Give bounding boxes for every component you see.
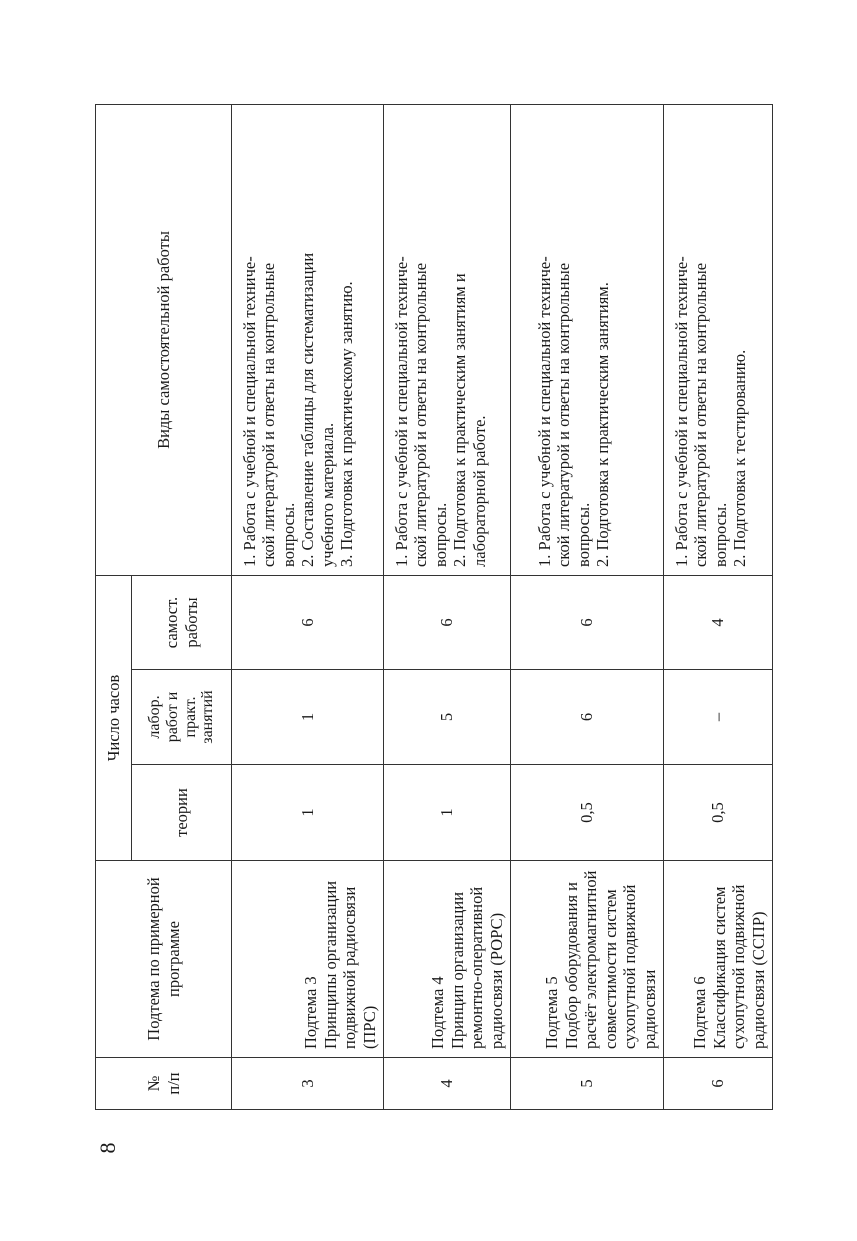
table-row <box>232 104 384 1109</box>
row-theory-hours: 0,5 <box>511 765 664 861</box>
row-theory-hours: 0,5 <box>664 765 773 861</box>
row-self-hours: 6 <box>232 575 384 669</box>
rotated-table-wrapper <box>95 105 772 1110</box>
row-lab-hours: 5 <box>384 670 511 765</box>
row-lab-hours: 6 <box>511 670 664 765</box>
header-self: самост. работы <box>132 575 232 669</box>
header-work: Виды самостоятельной работы <box>96 104 232 575</box>
table-row <box>384 104 511 1109</box>
row-lab-hours: – <box>664 670 773 765</box>
row-topic: Подтема 3 Принципы организации подвижной радиосвязи (ПРС) <box>232 861 384 1058</box>
row-self-hours: 4 <box>664 575 773 669</box>
row-theory-hours: 1 <box>384 765 511 861</box>
row-self-hours: 6 <box>384 575 511 669</box>
row-num: 3 <box>232 1058 384 1110</box>
header-topic: Подтема по примерной программе <box>96 861 232 1058</box>
row-num: 6 <box>664 1058 773 1110</box>
header-lab: лабор. работ и практ. занятий <box>132 670 232 765</box>
row-work: 1. Работа с учебной и специальной техниче- ской литературой и ответы на контрольные вопросы. 2. Составление таблицы для систематизации учебного материала. 3. Подготовка к практическому занятию. <box>232 104 384 575</box>
row-topic: Подтема 5 Подбор оборудования и расчёт электромагнитной совместимости систем сухопутной подвижной радиосвязи <box>511 861 664 1058</box>
row-work: 1. Работа с учебной и специальной техниче- ской литературой и ответы на контрольные вопросы. 2. Подготовка к тестированию. <box>664 104 773 575</box>
table-row <box>664 104 773 1109</box>
row-theory-hours: 1 <box>232 765 384 861</box>
row-topic: Подтема 4 Принцип организации ремонтно-оперативной радиосвязи (РОРС) <box>384 861 511 1058</box>
study-plan-table <box>95 104 773 1110</box>
row-self-hours: 6 <box>511 575 664 669</box>
row-num: 4 <box>384 1058 511 1110</box>
row-lab-hours: 1 <box>232 670 384 765</box>
row-num: 5 <box>511 1058 664 1110</box>
row-topic: Подтема 6 Классификация систем сухопутной подвижной радиосвязи (ССПР) <box>664 861 773 1058</box>
page-number: 8 <box>95 1142 120 1154</box>
header-theory: теории <box>132 765 232 861</box>
header-row-1 <box>96 104 132 1109</box>
header-hours-group: Число часов <box>96 575 132 860</box>
row-work: 1. Работа с учебной и специальной техниче- ской литературой и ответы на контрольные вопросы. 2. Подготовка к практическим занятиям и лабораторной работе. <box>384 104 511 575</box>
header-num: № п/п <box>96 1058 232 1110</box>
row-work: 1. Работа с учебной и специальной техниче- ской литературой и ответы на контрольные вопросы. 2. Подготовка к практическим занятиям. <box>511 104 664 575</box>
table-row <box>511 104 664 1109</box>
